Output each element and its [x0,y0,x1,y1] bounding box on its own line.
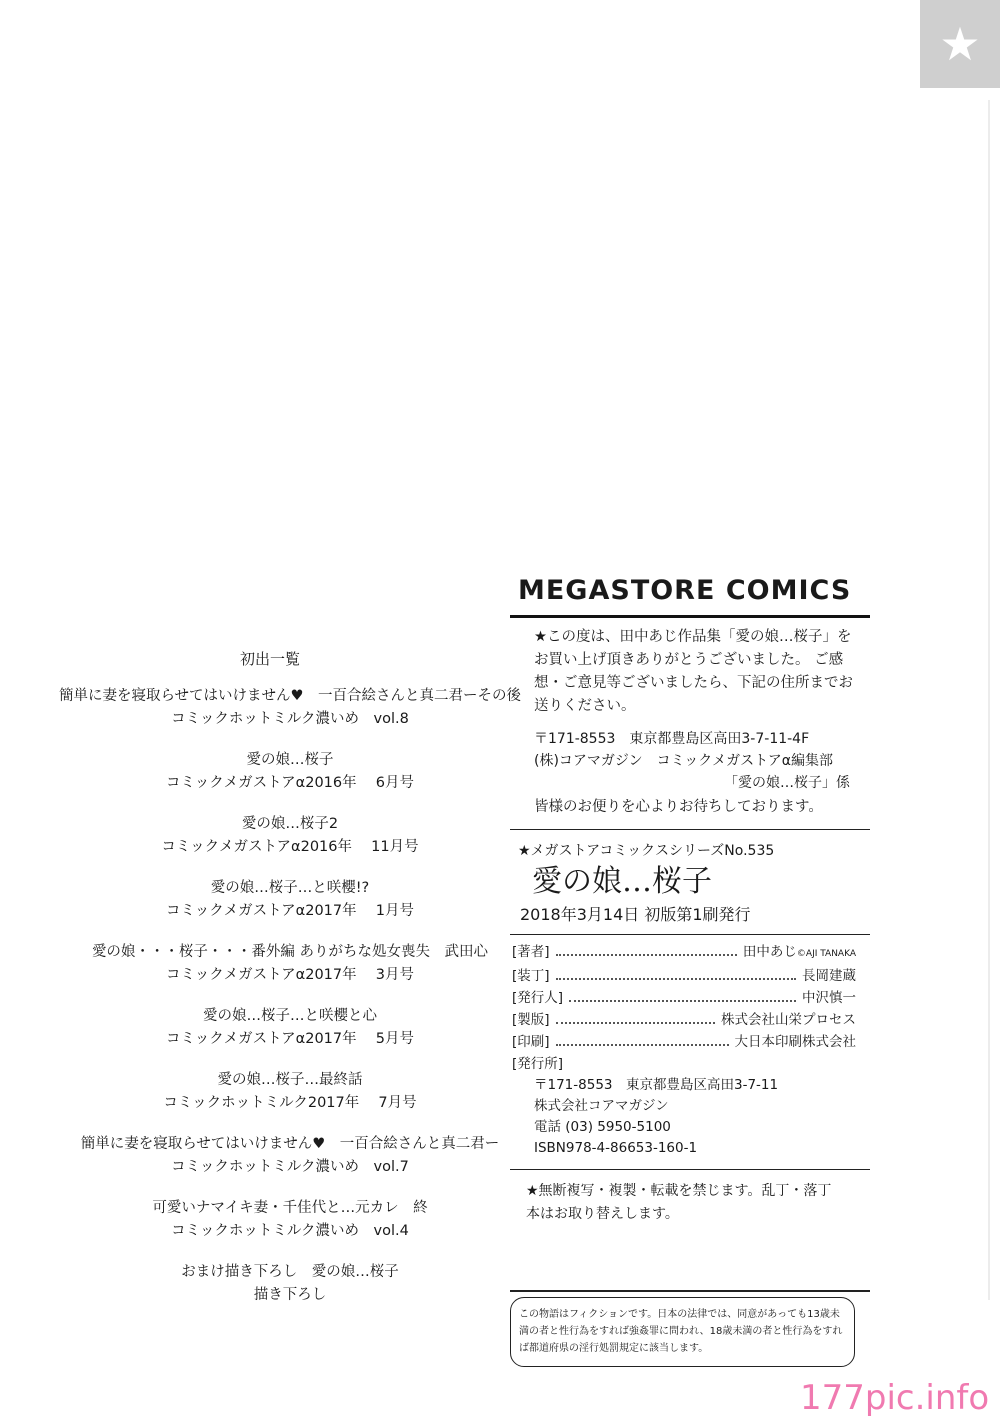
corner-tab [920,0,1000,88]
credit-row [510,941,870,965]
prohibition-line: 本はお取り替えします。 [526,1206,679,1222]
work-title: 愛の娘…桜子…と咲櫻と心 [203,1008,377,1024]
publisher-label: [発行所] [512,1056,564,1072]
publication-entry [40,1005,540,1051]
leader-dots [556,944,737,956]
work-title: おまけ描き下ろし 愛の娘…桜子 [181,1264,399,1280]
work-source: コミックメガストアα2017年 3月号 [166,967,414,983]
credit-value [743,941,870,965]
publication-entry [40,1197,540,1243]
colophon [510,575,870,1226]
leader-dots [556,968,796,980]
work-source: コミックホットミルク濃いめ vol.4 [171,1223,409,1239]
work-source: コミックメガストアα2016年 6月号 [166,775,414,791]
publisher-line: 株式会社コアマガジン [534,1098,669,1114]
publication-entry [40,1261,540,1307]
work-title: 愛の娘・・・桜子・・・番外編 ありがちな処女喪失 武田心 [91,944,489,960]
address-line: (株)コアマガジン コミックメガストアα編集部 [534,753,833,769]
publication-entry [40,941,540,987]
publisher-line: 電話 (03) 5950-5100 [534,1119,671,1135]
work-title: 愛の娘…桜子 [246,752,334,768]
work-title: 簡単に妻を寝取らせてはいけません♥ 一百合絵さんと真二君ー [80,1136,500,1152]
thanks-line: お買い上げ頂きありがとうございました。 ご感 [534,652,844,668]
credit-value [802,965,870,987]
work-source: コミックメガストアα2016年 11月号 [161,839,419,855]
release-date: 2018年3月14日 初版第1刷発行 [520,905,751,924]
work-title: 愛の娘…桜子…最終話 [217,1072,363,1088]
closing-message: 皆様のお便りを心よりお待ちしております。 [534,799,823,815]
leader-dots [569,990,796,1002]
publication-entries [40,685,540,1307]
publication-entry [40,877,540,923]
prohibition-line: ★無断複写・複製・転載を禁じます。乱丁・落丁 [526,1183,832,1199]
work-source: 描き下ろし [253,1287,327,1303]
work-source: コミックメガストアα2017年 1月号 [166,903,414,919]
page-edge [988,100,990,1300]
publication-entry [40,1133,540,1179]
work-source: コミックホットミルク濃いめ vol.8 [171,711,409,727]
credit-name: 大日本印刷株式会社 [734,1034,856,1050]
divider [510,934,870,935]
work-title: 愛の娘…桜子2 [241,816,339,832]
leader-dots [556,1012,715,1024]
credit-row [510,965,870,987]
work-title: 簡単に妻を寝取らせてはいけません♥ 一百合絵さんと真二君ーその後 [58,688,522,704]
credit-value [721,1009,870,1031]
credit-name: 株式会社山栄プロセス [721,1012,856,1028]
credit-label: [著者] [512,944,550,960]
credit-label: [製版] [512,1012,550,1028]
first-publication-title: 初出一覧 [239,650,300,668]
thanks-line: 送りください。 [534,698,636,714]
isbn: ISBN978-4-86653-160-1 [534,1140,698,1156]
credit-name: 長岡建蔵 [802,968,856,984]
credits [510,941,870,1053]
credit-value [735,1031,871,1053]
work-source: コミックホットミルク濃いめ vol.7 [171,1159,409,1175]
publication-entry [40,749,540,795]
divider [510,1169,870,1170]
credit-row [510,1009,870,1031]
credit-label: [装丁] [512,968,550,984]
credit-name: 中沢慎一 [802,990,856,1006]
credit-name: 田中あじ [742,944,797,960]
first-publication-list [40,648,540,1325]
brand-logo: MEGASTORE COMICS [518,575,852,606]
copyright-mark: ©AJI TANAKA [796,949,856,959]
credit-label: [印刷] [512,1034,550,1050]
watermark: 177pic.info [800,1378,990,1418]
brand-underline [510,615,870,618]
leader-dots [556,1034,729,1046]
star-icon: ★ [939,17,981,71]
thanks-message [510,626,870,718]
work-title: 愛の娘…桜子…と咲櫻!? [210,880,370,896]
publisher-label-row [510,1053,870,1075]
credit-label: [発行人] [512,990,564,1006]
prohibition-notice [510,1180,870,1226]
publisher-line: 〒171-8553 東京都豊島区高田3-7-11 [534,1077,779,1093]
divider [510,829,870,830]
credit-row [510,1031,870,1053]
work-title: 可愛いナマイキ妻・千佳代と…元カレ 終 [152,1200,428,1216]
thanks-line: ★この度は、田中あじ作品集「愛の娘…桜子」を [534,629,852,645]
thanks-line: 想・ご意見等ございましたら、下記の住所までお [534,675,853,691]
credit-row [510,987,870,1009]
address-line: 〒171-8553 東京都豊島区高田3-7-11-4F [534,731,810,747]
publication-entry [40,1069,540,1115]
work-source: コミックホットミルク2017年 7月号 [163,1095,417,1111]
divider [510,1290,870,1292]
publication-entry [40,813,540,859]
address-care: 「愛の娘…桜子」係 [724,775,850,791]
work-source: コミックメガストアα2017年 5月号 [166,1031,414,1047]
series-number: ★メガストアコミックスシリーズNo.535 [518,843,775,859]
fiction-notice: この物語はフィクションです。日本の法律では、同意があっても13歳未満の者と性行為をすれば強姦罪に問われ、18歳未満の者と性行為をすれば都道府県の淫行処罰規定に該当します。 [510,1297,855,1367]
credit-value [802,987,870,1009]
publication-entry [40,685,540,731]
book-title: 愛の娘…桜子 [532,864,712,899]
